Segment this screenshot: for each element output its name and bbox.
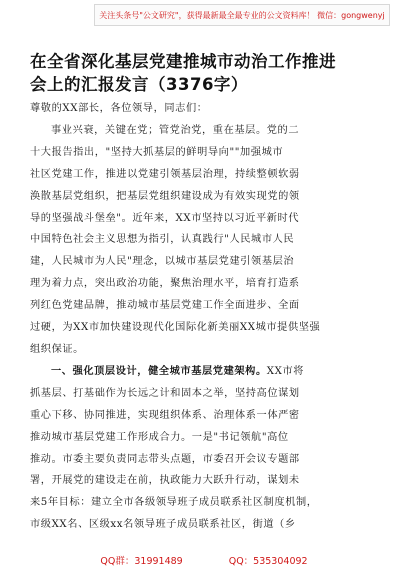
- text-line: 建，人民城市为人民"理念，以城市基层党建引领基层治: [30, 256, 295, 268]
- title-line: 会上的汇报发言（3376字）: [30, 75, 248, 94]
- text-line: 重心下移、协同推进，实现组织体系、治理体系一体严密: [30, 409, 300, 421]
- text-line: 推动城市基层党建工作形成合力。一是"书记领航"高位: [30, 431, 289, 443]
- footer: [0, 553, 408, 567]
- footer-qq-group: QQ群：31991489: [100, 556, 183, 567]
- section-heading-tail: XX市将: [266, 365, 305, 377]
- text-line: 导的坚强战斗堡垒"。近年来，XX市坚持以习近平新时代: [30, 212, 300, 224]
- text-line: 理为着力点，突出政治功能，聚焦治理水平，培育打造系: [30, 278, 300, 290]
- footer-qq: QQ：535304092: [228, 556, 308, 567]
- salutation: 尊敬的XX部长，各位领导，同志们：: [30, 103, 208, 114]
- text-line: 署，开展党的建设走在前，执政能力大跃升行动，谋划未: [30, 475, 300, 487]
- text-line: 社区党建工作，推进以党建引领基层治理，持续整顿软弱: [30, 168, 300, 180]
- text-line: 列红色党建品牌，推动城市基层党建工作全面进步、全面: [30, 300, 300, 312]
- document-body: [30, 98, 382, 536]
- section-heading: 一、强化顶层设计，健全城市基层党建架构。: [51, 365, 267, 377]
- title-line: 在全省深化基层党建推城市动治工作推进: [30, 52, 336, 71]
- paragraph-section-1: [30, 383, 382, 536]
- text-line: 中国特色社会主义思想为指引，认真践行"人民城市人民: [30, 234, 295, 246]
- document-title: [30, 50, 380, 96]
- text-line: 推动。市委主要负责同志带头点题，市委召开会议专题部: [30, 453, 300, 465]
- text-line: 来5年目标：建立全市各级领导班子成员联系社区制度机制，: [30, 497, 318, 509]
- text-line: 抓基层、打基础作为长远之计和固本之举，坚持高位谋划: [30, 387, 300, 399]
- text-line: 事业兴衰，关键在党；管党治党，重在基层。党的二: [51, 124, 300, 136]
- text-line: 组织保证。: [30, 343, 84, 355]
- paragraph-intro: [30, 120, 382, 361]
- text-line: 十大报告指出，"坚持大抓基层的鲜明导向""加强城市: [30, 146, 284, 158]
- top-banner: 关注头条号"公文研究"，获得最新最全最专业的公文资料库！ 微信：gongwenyj: [94, 4, 390, 26]
- text-line: 市级XX名、区级xx名领导班子成员联系社区，街道（乡: [30, 519, 296, 531]
- section-heading-line: [30, 361, 382, 383]
- text-line: 涣散基层党组织，把基层党组织建设成为有效实现党的领: [30, 190, 300, 202]
- text-line: 过硬，为XX市加快建设现代化国际化新美丽XX城市提供坚强: [30, 322, 321, 334]
